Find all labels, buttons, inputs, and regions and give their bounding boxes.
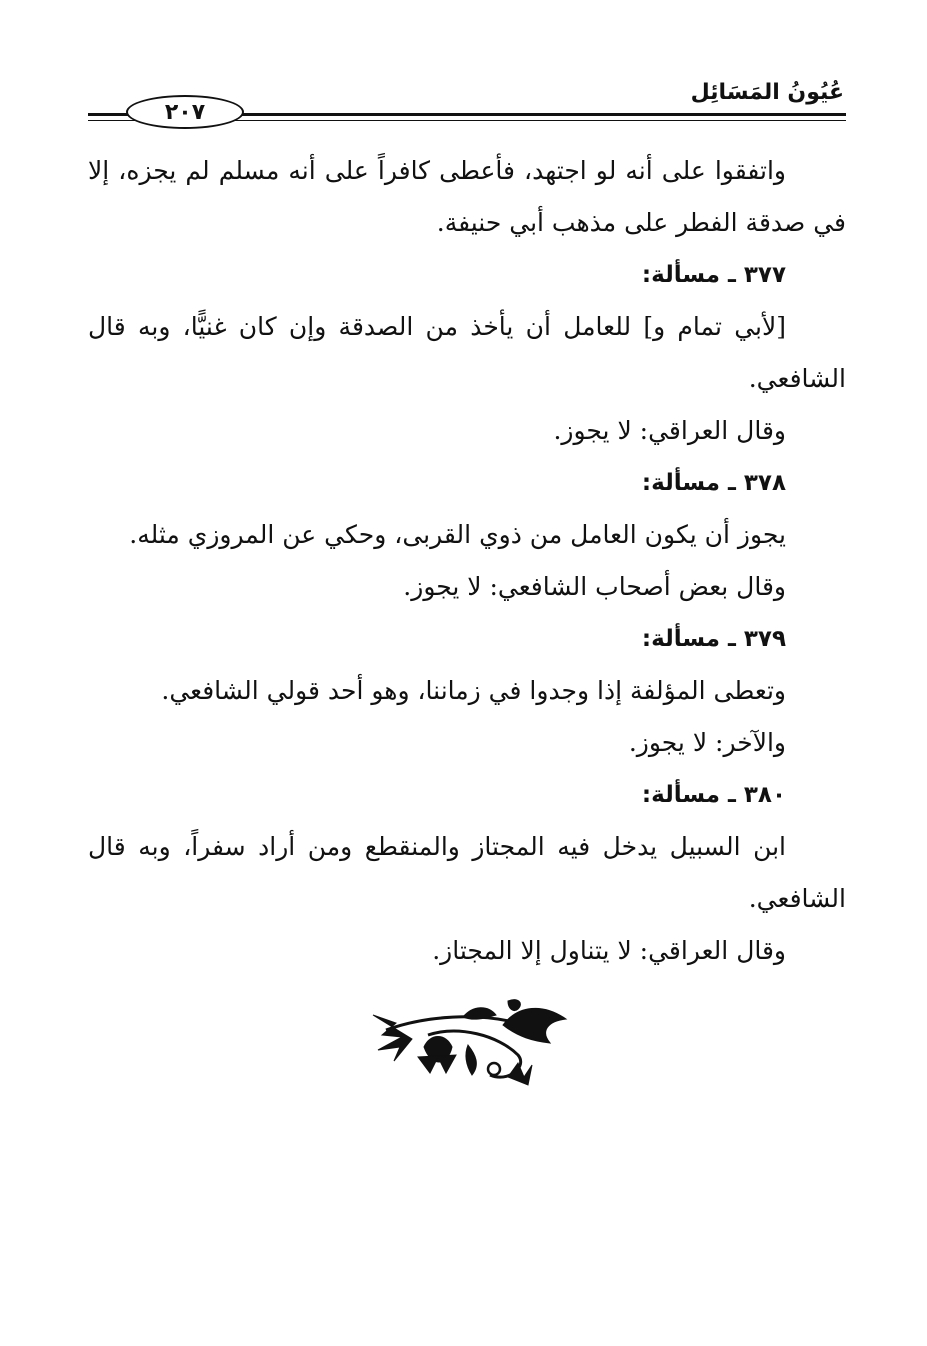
page-number: ٢٠٧: [164, 99, 206, 125]
issue-heading-380: ٣٨٠ ـ مسألة:: [641, 782, 786, 808]
paragraph-378-shafii: وقال بعض أصحاب الشافعي: لا يجوز.: [403, 572, 786, 601]
issue-heading-378: ٣٧٨ ـ مسألة:: [641, 470, 786, 496]
page-header: [88, 80, 846, 130]
floral-tulip-ornament-icon: [368, 995, 568, 1090]
paragraph-380-ruling: ابن السبيل يدخل فيه المجتاز والمنقطع ومن أراد سفراً، وبه قال الشافعي.: [88, 832, 846, 913]
paragraph-379-ruling: وتعطى المؤلفة إذا وجدوا في زماننا، وهو أحد قولي الشافعي.: [161, 676, 786, 705]
issue-heading-377: ٣٧٧ ـ مسألة:: [641, 262, 786, 288]
page-body: [88, 145, 846, 977]
paragraph-intro: واتفقوا على أنه لو اجتهد، فأعطى كافراً على أنه مسلم لم يجزه، إلا في صدقة الفطر على مذهب أبي حنيفة.: [88, 156, 846, 237]
paragraph-380-iraqi: وقال العراقي: لا يتناول إلا المجتاز.: [432, 936, 786, 965]
paragraph-377-iraqi: وقال العراقي: لا يجوز.: [553, 416, 786, 445]
book-title: عُيُونُ المَسَائِل: [690, 80, 844, 105]
paragraph-377-ruling: [لأبي تمام و] للعامل أن يأخذ من الصدقة وإن كان غنيًّا، وبه قال الشافعي.: [88, 312, 846, 393]
issue-heading-379: ٣٧٩ ـ مسألة:: [641, 626, 786, 652]
page-number-badge: [126, 95, 244, 129]
paragraph-378-ruling: يجوز أن يكون العامل من ذوي القربى، وحكي عن المروزي مثله.: [129, 520, 786, 549]
paragraph-379-other: والآخر: لا يجوز.: [628, 728, 786, 757]
